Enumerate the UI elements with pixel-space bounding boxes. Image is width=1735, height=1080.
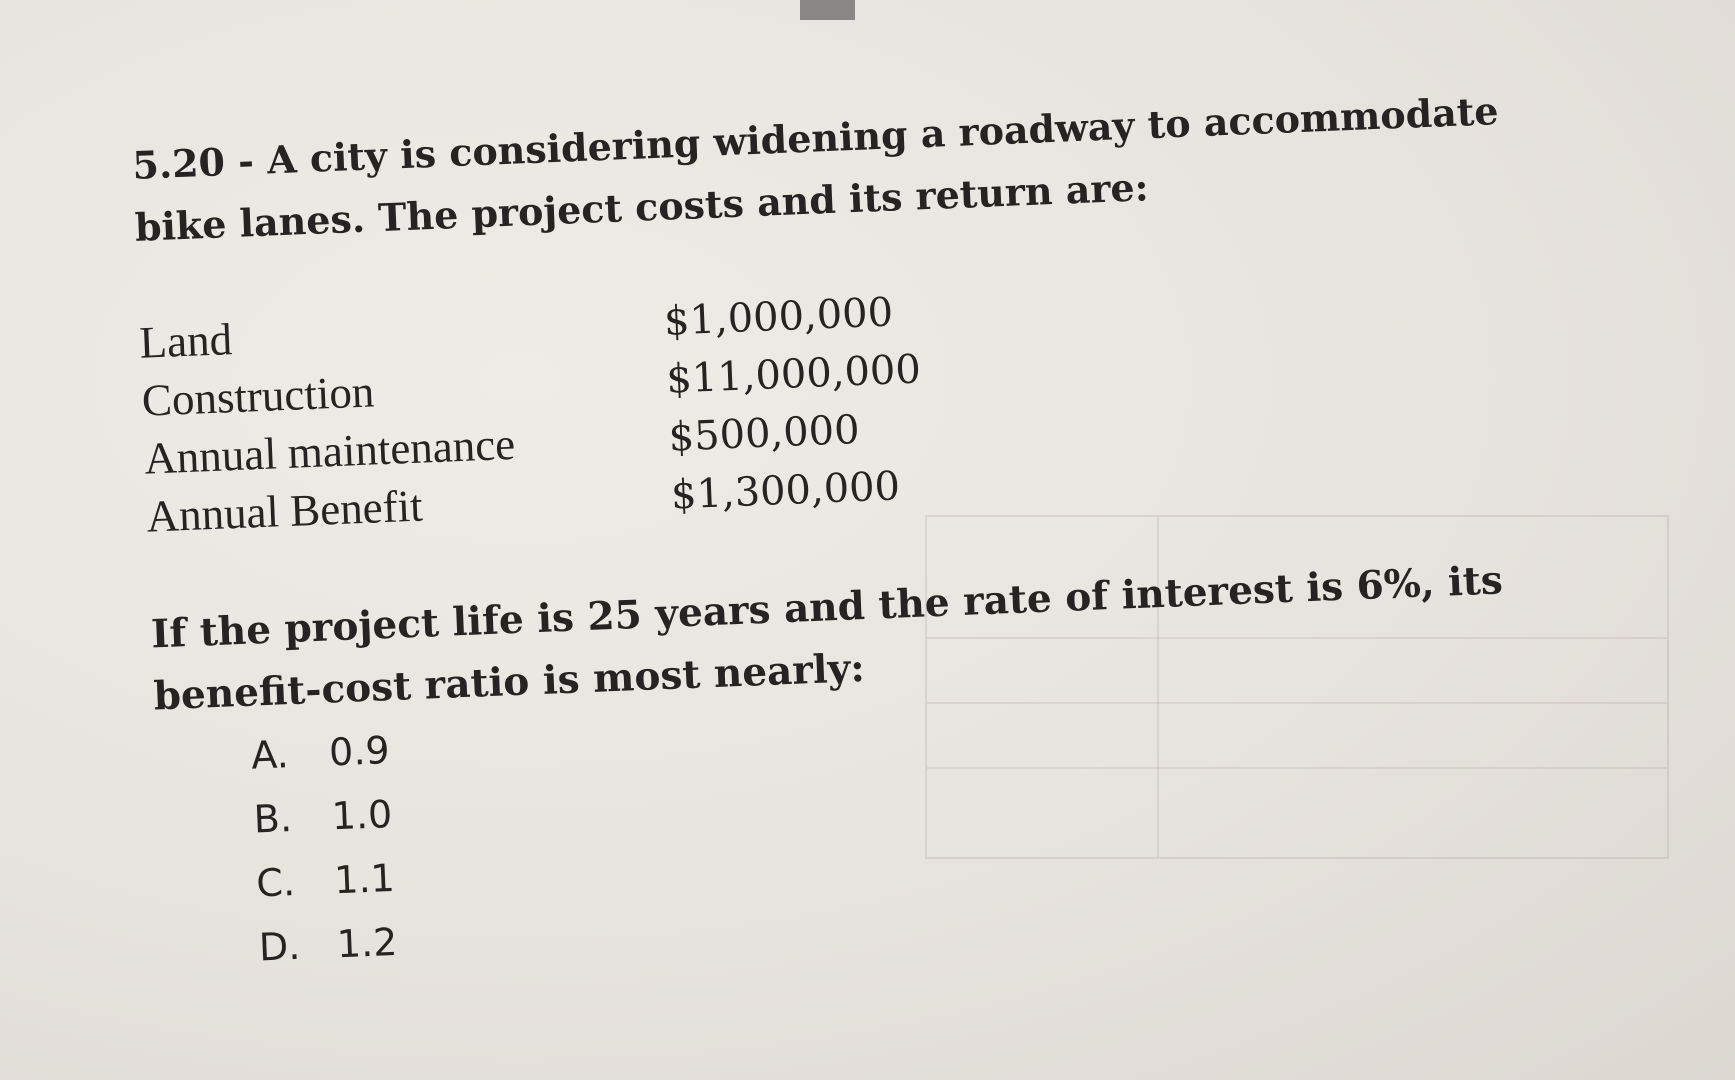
option-value: 1.2	[335, 919, 399, 967]
cost-label: Land	[138, 314, 233, 368]
cost-label: Annual Benefit	[145, 480, 424, 542]
option-letter: C.	[255, 859, 296, 906]
cost-label: Annual maintenance	[143, 418, 517, 484]
cost-value: $1,000,000	[663, 289, 894, 345]
document-page	[128, 0, 1614, 983]
cost-table	[138, 256, 1596, 546]
option-letter: D.	[258, 923, 302, 970]
option-letter: B.	[252, 796, 293, 842]
option-value: 1.1	[333, 855, 396, 903]
cost-value: $11,000,000	[665, 346, 922, 403]
option-letter: A.	[250, 732, 290, 778]
cost-value: $500,000	[667, 406, 861, 461]
cost-value: $1,300,000	[670, 463, 901, 519]
prompt-text: If the project life is 25 years and the rate of interest is 6%, its benefit-cost ratio is most nearly:	[150, 557, 1504, 720]
option-value: 1.0	[330, 792, 393, 839]
cost-label: Construction	[140, 366, 376, 426]
option-value: 0.9	[328, 728, 391, 775]
question-text: 5.20 - A city is considering widening a roadway to accommodate bike lanes. The project costs and its return are:	[131, 88, 1500, 250]
paper-mark	[800, 0, 855, 20]
